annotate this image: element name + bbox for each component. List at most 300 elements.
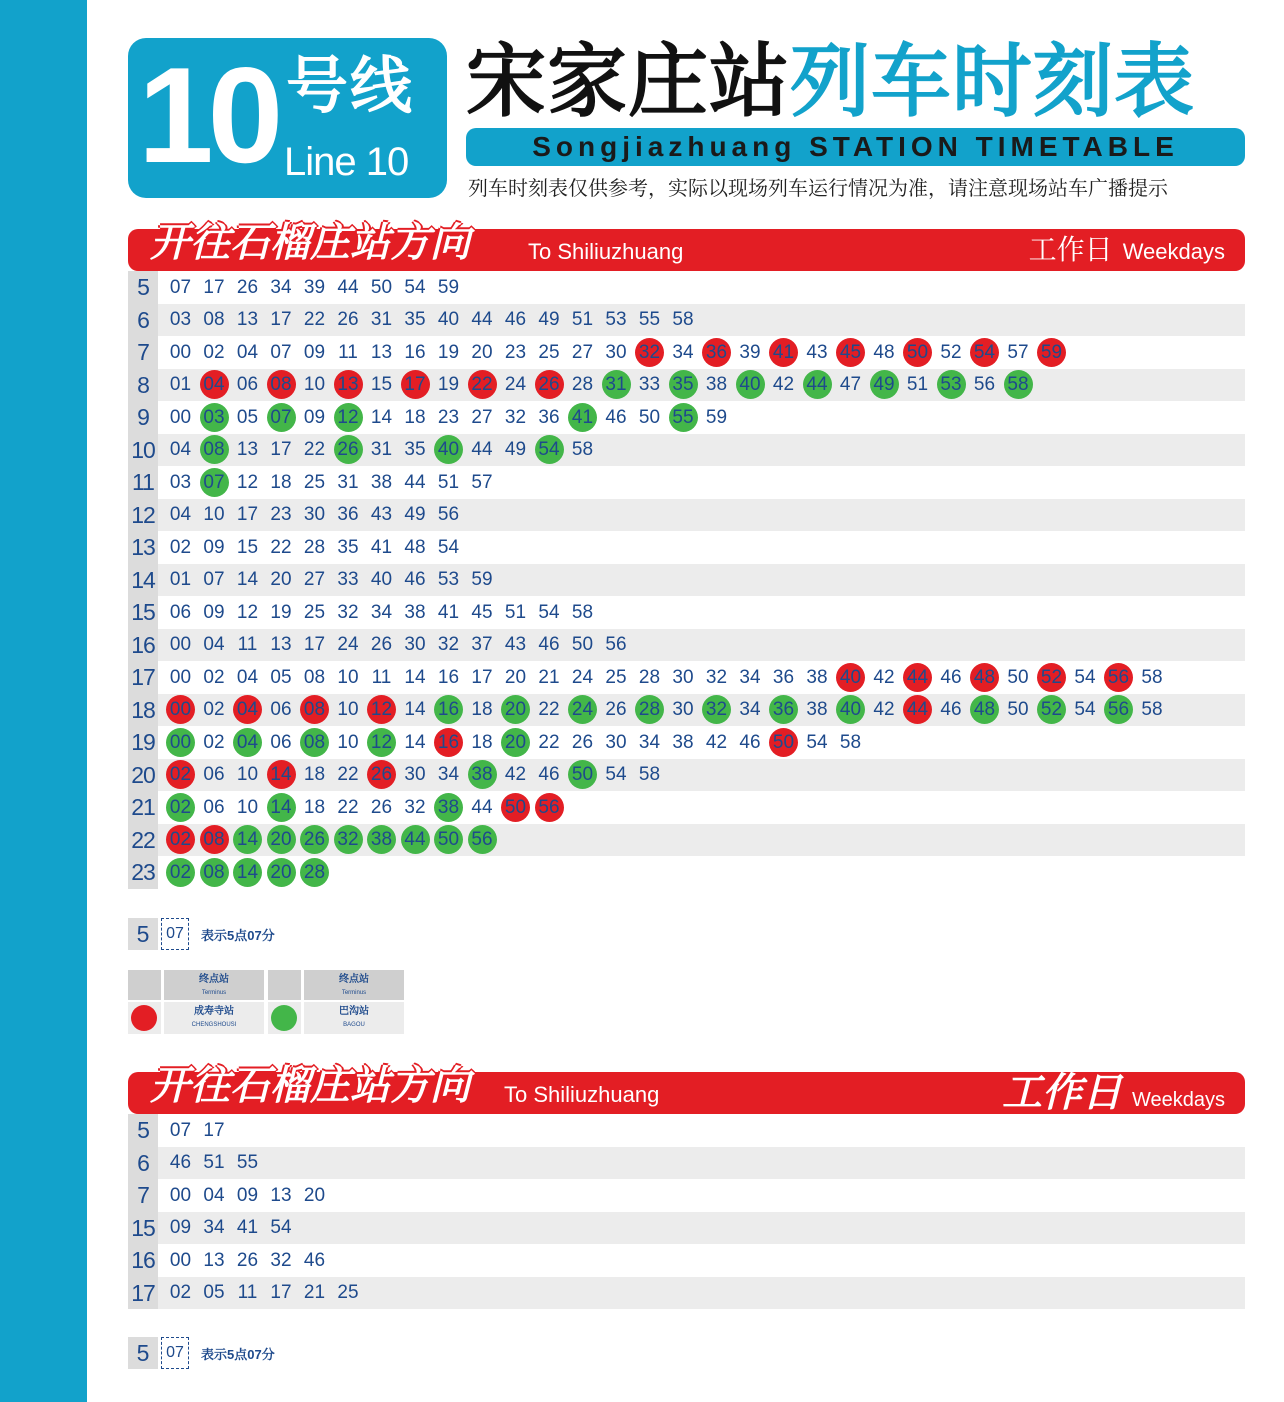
minute-red-terminus: 40 — [836, 663, 865, 692]
green-station-en: BAGOU — [343, 1022, 365, 1028]
minute: 55 — [236, 1152, 259, 1174]
minute: 35 — [337, 536, 359, 558]
section2-day-cn: 工作日 — [1001, 1071, 1122, 1115]
minute: 46 — [739, 731, 761, 753]
legend-example-2 — [128, 1337, 275, 1369]
minute: 33 — [638, 374, 661, 396]
timetable-row — [128, 304, 1245, 337]
minute: 23 — [504, 341, 527, 363]
minute: 49 — [504, 439, 527, 461]
minute-red-terminus: 14 — [267, 760, 296, 789]
hour-cell: 17 — [128, 661, 158, 694]
minute: 48 — [404, 536, 426, 558]
hour-cell: 22 — [128, 824, 158, 857]
hour-cell: 16 — [128, 1244, 158, 1277]
minute: 46 — [940, 699, 962, 721]
legend-example-minute: 07 — [161, 918, 189, 950]
minute-green-terminus: 24 — [568, 695, 597, 724]
minute-green-terminus: 20 — [501, 728, 530, 757]
minute: 46 — [605, 406, 627, 428]
minute-green-terminus: 20 — [267, 825, 296, 854]
minute-red-terminus: 13 — [334, 370, 363, 399]
minute: 10 — [337, 666, 359, 688]
minute: 42 — [772, 374, 795, 396]
minute: 08 — [303, 666, 326, 688]
timetable-row — [128, 596, 1245, 629]
minute-green-terminus: 50 — [434, 825, 463, 854]
minute: 01 — [169, 374, 192, 396]
minute: 04 — [169, 504, 192, 526]
minute: 18 — [471, 731, 493, 753]
minute: 31 — [337, 471, 359, 493]
minute-list — [158, 435, 602, 464]
section2-header — [128, 1064, 1245, 1115]
minute: 46 — [538, 764, 560, 786]
minute-list — [158, 305, 702, 334]
minute: 12 — [236, 471, 259, 493]
hour-cell: 5 — [128, 271, 158, 304]
line-number: 10 — [138, 39, 278, 191]
minute: 47 — [839, 374, 862, 396]
minute-red-terminus: 32 — [635, 338, 664, 367]
minute-red-terminus: 26 — [367, 760, 396, 789]
minute: 03 — [169, 471, 192, 493]
minute: 54 — [1074, 699, 1096, 721]
minute: 53 — [605, 309, 627, 331]
minute: 39 — [303, 276, 326, 298]
minute: 33 — [337, 569, 359, 591]
line-label-en: Line 10 — [284, 140, 409, 184]
minute-list — [158, 468, 501, 497]
minute: 34 — [203, 1217, 225, 1239]
minute: 51 — [571, 309, 594, 331]
minute-red-terminus: 22 — [468, 370, 497, 399]
minute: 34 — [672, 341, 694, 363]
minute: 53 — [437, 569, 460, 591]
minute: 54 — [605, 764, 627, 786]
minute-list — [158, 500, 468, 529]
minute: 01 — [169, 569, 192, 591]
minute-list — [158, 598, 602, 627]
minute-list — [158, 728, 870, 757]
terminus-legend — [128, 970, 406, 1034]
minute-green-terminus: 16 — [434, 695, 463, 724]
minute: 05 — [203, 1282, 225, 1304]
minute: 46 — [504, 309, 527, 331]
line-label-cn: 号线 — [286, 52, 415, 121]
minute-red-terminus: 48 — [970, 663, 999, 692]
minute: 31 — [370, 309, 393, 331]
minute: 05 — [270, 666, 292, 688]
minute: 25 — [303, 471, 326, 493]
minute-green-terminus: 07 — [267, 403, 296, 432]
minute: 07 — [169, 276, 192, 298]
minute-list — [158, 663, 1171, 692]
timetable-row — [128, 694, 1245, 727]
minute: 17 — [236, 504, 259, 526]
minute: 03 — [169, 309, 192, 331]
minute-list — [158, 825, 501, 854]
minute-list — [158, 1116, 233, 1145]
minute: 41 — [370, 536, 393, 558]
timetable-row — [128, 759, 1245, 792]
minute: 57 — [471, 471, 493, 493]
timetable-row — [128, 1114, 1245, 1147]
timetable-row — [128, 401, 1245, 434]
minute: 17 — [303, 634, 326, 656]
minute: 50 — [370, 276, 393, 298]
minute: 17 — [203, 276, 225, 298]
minute: 46 — [169, 1152, 192, 1174]
minute: 19 — [437, 374, 460, 396]
minute: 20 — [471, 341, 493, 363]
minute: 38 — [806, 699, 828, 721]
minute: 35 — [404, 309, 426, 331]
timetable-row — [128, 856, 1245, 889]
minute-red-terminus: 16 — [434, 728, 463, 757]
section1-timetable — [128, 271, 1245, 889]
red-terminus-dot — [131, 1005, 157, 1031]
minute: 44 — [471, 796, 493, 818]
minute: 18 — [471, 699, 493, 721]
minute: 09 — [236, 1184, 259, 1206]
minute: 51 — [504, 601, 527, 623]
minute: 52 — [940, 341, 962, 363]
minute: 02 — [203, 666, 225, 688]
minute: 58 — [638, 764, 661, 786]
minute-red-terminus: 08 — [300, 695, 329, 724]
minute: 14 — [404, 666, 426, 688]
hour-cell: 12 — [128, 499, 158, 532]
minute: 09 — [303, 341, 326, 363]
minute: 00 — [169, 634, 192, 656]
minute: 38 — [806, 666, 828, 688]
minute-red-terminus: 56 — [1104, 663, 1133, 692]
minute: 54 — [538, 601, 560, 623]
minute-red-terminus: 02 — [166, 825, 195, 854]
minute-green-terminus: 44 — [803, 370, 832, 399]
minute: 30 — [404, 634, 426, 656]
hour-cell: 10 — [128, 434, 158, 467]
minute: 27 — [571, 341, 594, 363]
hour-cell: 20 — [128, 759, 158, 792]
minute: 43 — [370, 504, 393, 526]
minute: 25 — [337, 1282, 359, 1304]
minute-red-terminus: 12 — [367, 695, 396, 724]
minute: 17 — [270, 439, 292, 461]
minute-red-terminus: 56 — [535, 793, 564, 822]
minute-green-terminus: 14 — [233, 825, 262, 854]
minute: 14 — [370, 406, 393, 428]
minute-green-terminus: 54 — [535, 435, 564, 464]
minute-green-terminus: 32 — [334, 825, 363, 854]
minute-red-terminus: 08 — [267, 370, 296, 399]
hour-cell: 23 — [128, 856, 158, 889]
minute: 13 — [203, 1249, 225, 1271]
minute: 26 — [337, 309, 359, 331]
hour-cell: 16 — [128, 629, 158, 662]
minute: 10 — [337, 699, 359, 721]
minute: 09 — [203, 536, 225, 558]
minute: 02 — [203, 731, 225, 753]
minute: 00 — [169, 666, 192, 688]
terminus-head — [304, 970, 404, 1000]
timetable-row — [128, 1277, 1245, 1310]
red-station-en: CHENGSHOUSI — [191, 1022, 237, 1028]
minute: 38 — [672, 731, 694, 753]
minute: 21 — [303, 1282, 326, 1304]
minute-red-terminus: 04 — [200, 370, 229, 399]
minute: 32 — [337, 601, 359, 623]
hour-cell: 6 — [128, 1147, 158, 1180]
minute-green-terminus: 02 — [166, 793, 195, 822]
minute: 40 — [370, 569, 393, 591]
minute-list — [158, 858, 334, 887]
green-station-cn: 巴沟站 — [339, 1006, 369, 1017]
minute: 34 — [437, 764, 460, 786]
timetable-row — [128, 369, 1245, 402]
minute: 43 — [504, 634, 527, 656]
minute-green-terminus: 08 — [300, 728, 329, 757]
minute: 02 — [203, 341, 225, 363]
minute-green-terminus: 38 — [367, 825, 396, 854]
minute: 38 — [370, 471, 393, 493]
minute-green-terminus: 38 — [434, 793, 463, 822]
terminus-blank-cell — [128, 970, 161, 1000]
section1-day-en: Weekdays — [1122, 239, 1225, 264]
minute-green-terminus: 04 — [233, 728, 262, 757]
minute-green-terminus: 48 — [970, 695, 999, 724]
page-title — [466, 32, 1256, 132]
subtitle-bar: Songjiazhuang STATION TIMETABLE — [466, 128, 1245, 166]
minute: 32 — [437, 634, 460, 656]
minute: 36 — [337, 504, 359, 526]
minute: 30 — [605, 341, 627, 363]
section1-day-cn: 工作日 — [1028, 234, 1113, 265]
section1-direction-en: To Shiliuzhuang — [528, 239, 684, 264]
minute: 23 — [270, 504, 292, 526]
minute: 51 — [437, 471, 460, 493]
minute-red-terminus: 17 — [401, 370, 430, 399]
minute-green-terminus: 00 — [166, 728, 195, 757]
minute: 10 — [236, 764, 259, 786]
minute: 00 — [169, 1184, 192, 1206]
minute: 42 — [873, 699, 895, 721]
minute-green-terminus: 28 — [300, 858, 329, 887]
minute: 09 — [203, 601, 225, 623]
minute: 16 — [404, 341, 426, 363]
minute: 31 — [370, 439, 393, 461]
minute: 59 — [471, 569, 493, 591]
minute: 46 — [404, 569, 426, 591]
minute: 28 — [571, 374, 594, 396]
minute: 32 — [705, 666, 728, 688]
terminus-head-en: Terminus — [201, 990, 227, 996]
minute: 59 — [705, 406, 728, 428]
minute: 30 — [605, 731, 627, 753]
timetable-row — [128, 1179, 1245, 1212]
hour-cell: 7 — [128, 336, 158, 369]
minute: 22 — [270, 536, 292, 558]
minute: 00 — [169, 341, 192, 363]
minute: 56 — [437, 504, 460, 526]
minute: 22 — [303, 439, 326, 461]
section2-direction-cn: 开往石榴庄站方向 — [150, 1064, 470, 1108]
minute-red-terminus: 52 — [1037, 663, 1066, 692]
minute: 32 — [404, 796, 426, 818]
minute: 32 — [270, 1249, 292, 1271]
minute: 26 — [370, 796, 393, 818]
minute-green-terminus: 58 — [1004, 370, 1033, 399]
minute-green-terminus: 53 — [937, 370, 966, 399]
minute: 45 — [471, 601, 493, 623]
minute-green-terminus: 49 — [870, 370, 899, 399]
minute: 24 — [337, 634, 359, 656]
minute: 46 — [940, 666, 962, 688]
line-badge — [128, 38, 447, 198]
timetable-row — [128, 629, 1245, 662]
minute: 10 — [303, 374, 326, 396]
section2-day-en: Weekdays — [1131, 1089, 1225, 1111]
minute: 50 — [571, 634, 594, 656]
minute: 07 — [270, 341, 292, 363]
minute: 57 — [1007, 341, 1029, 363]
section1-day — [1029, 233, 1225, 272]
minute: 30 — [404, 764, 426, 786]
timetable-row — [128, 271, 1245, 304]
terminus-head-cn: 终点站 — [199, 974, 229, 985]
minute-list — [158, 533, 468, 562]
minute-list — [158, 338, 1071, 367]
minute: 34 — [270, 276, 292, 298]
minute: 09 — [169, 1217, 192, 1239]
minute: 46 — [538, 634, 560, 656]
minute-list — [158, 1148, 267, 1177]
hour-cell: 14 — [128, 564, 158, 597]
minute-green-terminus: 26 — [300, 825, 329, 854]
legend-example-minute: 07 — [161, 1337, 189, 1369]
minute-list — [158, 1213, 300, 1242]
minute: 42 — [504, 764, 527, 786]
hour-cell: 8 — [128, 369, 158, 402]
minute: 14 — [236, 569, 259, 591]
timetable-row — [128, 434, 1245, 467]
hour-cell: 21 — [128, 791, 158, 824]
minute-green-terminus: 52 — [1037, 695, 1066, 724]
minute-red-terminus: 04 — [233, 695, 262, 724]
minute: 22 — [538, 699, 560, 721]
minute: 42 — [873, 666, 895, 688]
minute: 18 — [404, 406, 426, 428]
minute: 40 — [437, 309, 460, 331]
minute: 19 — [270, 601, 292, 623]
section1-direction-cn: 开往石榴庄站方向 — [150, 221, 470, 265]
minute: 34 — [638, 731, 661, 753]
legend-example-text: 表示5点07分 — [201, 927, 275, 943]
terminus-blank-cell — [268, 970, 301, 1000]
timetable-row — [128, 661, 1245, 694]
hour-cell: 7 — [128, 1179, 158, 1212]
timetable-row — [128, 1147, 1245, 1180]
minute: 13 — [236, 309, 259, 331]
minute: 34 — [739, 699, 761, 721]
minute: 00 — [169, 1249, 192, 1271]
minute-green-terminus: 14 — [267, 793, 296, 822]
minute-green-terminus: 56 — [1104, 695, 1133, 724]
minute: 30 — [672, 699, 694, 721]
hour-cell: 9 — [128, 401, 158, 434]
minute: 06 — [270, 731, 292, 753]
minute: 11 — [371, 666, 392, 688]
minute-green-terminus: 36 — [769, 695, 798, 724]
minute-green-terminus: 08 — [200, 858, 229, 887]
minute-list — [158, 370, 1037, 399]
minute-green-terminus: 28 — [635, 695, 664, 724]
timetable-row — [128, 1212, 1245, 1245]
hour-cell: 5 — [128, 1114, 158, 1147]
timetable-row — [128, 499, 1245, 532]
terminus-head — [164, 970, 264, 1000]
hour-cell: 15 — [128, 1212, 158, 1245]
minute: 12 — [236, 601, 259, 623]
hour-cell: 15 — [128, 596, 158, 629]
minute: 43 — [806, 341, 828, 363]
minute: 18 — [270, 471, 292, 493]
minute: 44 — [471, 309, 493, 331]
minute-list — [158, 630, 635, 659]
hour-cell: 11 — [128, 466, 158, 499]
minute: 04 — [169, 439, 192, 461]
minute: 19 — [437, 341, 460, 363]
minute: 02 — [169, 536, 192, 558]
minute-green-terminus: 32 — [702, 695, 731, 724]
minute: 58 — [571, 439, 594, 461]
minute: 21 — [538, 666, 560, 688]
minute: 42 — [705, 731, 728, 753]
minute-red-terminus: 50 — [501, 793, 530, 822]
minute: 39 — [739, 341, 761, 363]
minute: 09 — [303, 406, 326, 428]
minute-green-terminus: 50 — [568, 760, 597, 789]
minute: 54 — [404, 276, 426, 298]
minute-red-terminus: 54 — [970, 338, 999, 367]
minute: 26 — [571, 731, 594, 753]
minute-red-terminus: 59 — [1037, 338, 1066, 367]
minute: 20 — [303, 1184, 326, 1206]
minute-green-terminus: 31 — [602, 370, 631, 399]
minute: 08 — [203, 309, 225, 331]
minute-red-terminus: 36 — [702, 338, 731, 367]
minute: 06 — [203, 764, 225, 786]
minute: 46 — [303, 1249, 326, 1271]
minute-red-terminus: 02 — [166, 760, 195, 789]
minute-list — [158, 1278, 367, 1307]
minute: 02 — [169, 1282, 192, 1304]
minute: 17 — [203, 1119, 225, 1141]
minute: 25 — [303, 601, 326, 623]
minute-list — [158, 1246, 334, 1275]
minute: 44 — [337, 276, 359, 298]
title-station: 宋家庄站 — [466, 37, 790, 126]
timetable-row — [128, 564, 1245, 597]
minute-list — [158, 565, 501, 594]
minute-list — [158, 273, 468, 302]
terminus-head-en: Terminus — [341, 990, 367, 996]
section2-day — [1001, 1071, 1225, 1119]
minute: 56 — [605, 634, 627, 656]
minute-green-terminus: 03 — [200, 403, 229, 432]
minute: 13 — [236, 439, 259, 461]
